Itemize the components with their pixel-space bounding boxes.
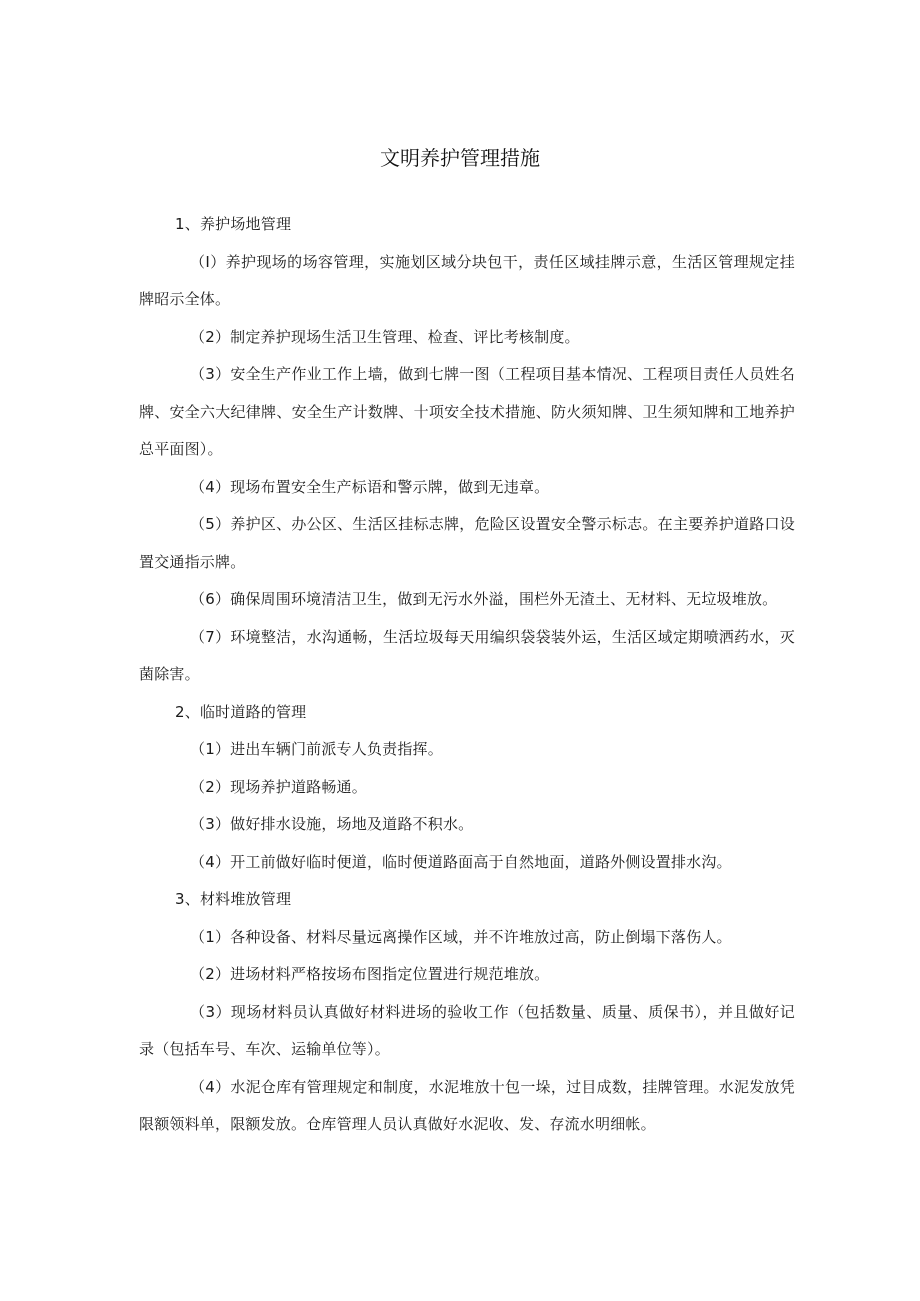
paragraph: （2）进场材料严格按场布图指定位置进行规范堆放。 — [190, 965, 550, 983]
paragraph: （I）养护现场的场容管理，实施划区域分块包干，责任区域挂牌示意，生活区管理规定挂牌昭示全体。 — [139, 252, 795, 308]
section-heading: 2、临时道路的管理 — [175, 702, 307, 721]
paragraph: （2）制定养护现场生活卫生管理、检查、评比考核制度。 — [190, 327, 580, 346]
paragraph: （1）各种设备、材料尽量远离操作区域，并不许堆放过高，防止倒塌下落伤人。 — [190, 927, 732, 946]
paragraph: （1）进出车辆门前派专人负责指挥。 — [190, 740, 443, 758]
paragraph: （3）做好排水设施，场地及道路不积水。 — [190, 815, 474, 833]
document-body — [139, 206, 795, 1144]
paragraph: （2）现场养护道路畅通。 — [190, 777, 367, 796]
section-heading: 3、材料堆放管理 — [175, 890, 292, 908]
paragraph: （5）养护区、办公区、生活区挂标志牌，危险区设置安全警示标志。在主要养护道路口设置交通指示牌。 — [139, 515, 795, 571]
paragraph: （4）现场布置安全生产标语和警示牌，做到无违章。 — [190, 477, 550, 496]
paragraph: （3）现场材料员认真做好材料进场的验收工作（包括数量、质量、质保书），并且做好记录（包括车号、车次、运输单位等）。 — [139, 1002, 795, 1058]
paragraph: （6）确保周围环境清洁卫生，做到无污水外溢，围栏外无渣土、无材料、无垃圾堆放。 — [190, 590, 778, 608]
paragraph: （4）水泥仓库有管理规定和制度，水泥堆放十包一垛，过目成数，挂牌管理。水泥发放凭限额领料单，限额发放。仓库管理人员认真做好水泥收、发、存流水明细帐。 — [139, 1077, 795, 1133]
paragraph: （3）安全生产作业工作上墙，做到七牌一图（工程项目基本情况、工程项目责任人员姓名牌、安全六大纪律牌、安全生产计数牌、十项安全技术措施、防火须知牌、卫生须知牌和工地养护总平面图）。 — [139, 365, 795, 458]
paragraph: （7）环境整洁，水沟通畅，生活垃圾每天用编织袋袋装外运，生活区域定期喷洒药水，灭菌除害。 — [139, 627, 795, 683]
section-heading: 1、养护场地管理 — [175, 215, 292, 233]
page-title: 文明养护管理措施 — [380, 146, 540, 170]
paragraph: （4）开工前做好临时便道，临时便道路面高于自然地面，道路外侧设置排水沟。 — [190, 852, 732, 871]
